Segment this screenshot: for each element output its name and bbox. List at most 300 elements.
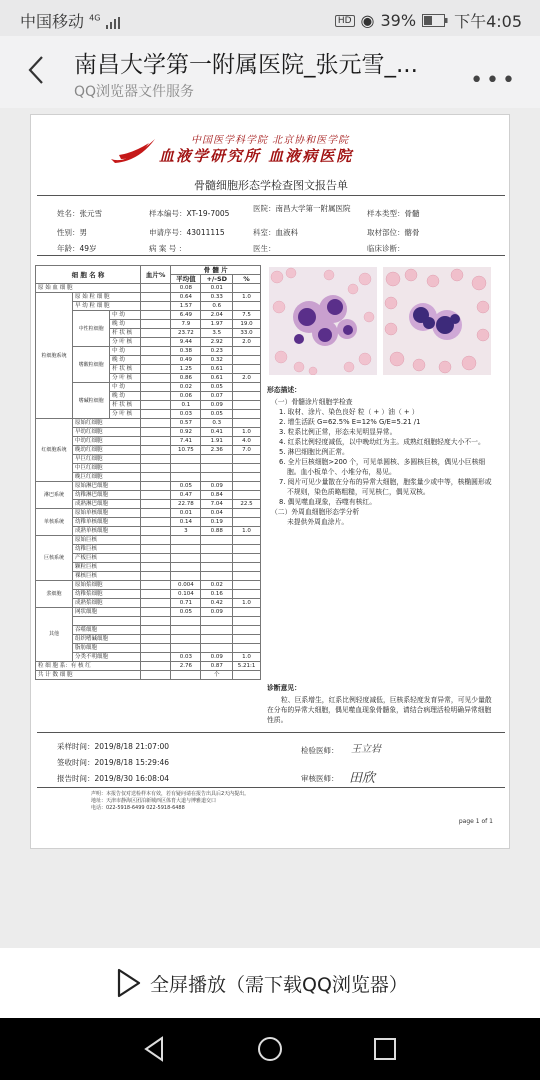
table-cell: 1.0 bbox=[233, 293, 261, 302]
table-cell: 0.33 bbox=[201, 293, 233, 302]
footer-statement: 声明：本报告仅对送检样本有效，若有疑问请在报告出具后2天内提出。 bbox=[91, 791, 250, 797]
table-cell: 成熟淋巴细胞 bbox=[73, 500, 141, 509]
table-cell bbox=[140, 410, 170, 419]
table-cell: 0.49 bbox=[171, 356, 201, 365]
table-cell: 单核系统 bbox=[36, 509, 73, 536]
desc-line: 4. 红系比例轻度减低，以中晚幼红为主。成熟红细胞轻度大小不一。 bbox=[279, 438, 485, 446]
table-cell: 成熟浆细胞 bbox=[73, 599, 141, 608]
table-cell: 0.19 bbox=[201, 518, 233, 527]
table-cell: 晚 幼 bbox=[110, 356, 141, 365]
hospital-field: 医院：南昌大学第一附属医院 bbox=[253, 204, 351, 213]
patient-age: 年龄：49岁 bbox=[57, 244, 97, 253]
table-cell: 7.0 bbox=[233, 446, 261, 455]
table-cell: 杆 状 核 bbox=[110, 365, 141, 374]
table-cell bbox=[233, 545, 261, 554]
table-row bbox=[36, 581, 261, 590]
table-cell bbox=[140, 563, 170, 572]
table-cell: 7.41 bbox=[171, 437, 201, 446]
table-cell: 0.86 bbox=[171, 374, 201, 383]
table-cell: 33.0 bbox=[233, 329, 261, 338]
table-cell bbox=[201, 572, 233, 581]
table-cell: 0.64 bbox=[171, 293, 201, 302]
table-cell: 0.87 bbox=[201, 661, 233, 670]
table-cell bbox=[140, 527, 170, 536]
table-cell: 7.5 bbox=[233, 311, 261, 320]
patient-name: 姓名：张元雪 bbox=[57, 209, 102, 218]
table-cell: 1.25 bbox=[171, 365, 201, 374]
table-cell: 共 计 数 细 胞 bbox=[36, 670, 141, 679]
signal-icon bbox=[106, 17, 120, 29]
clock: 下午4:05 bbox=[454, 12, 522, 31]
table-cell bbox=[233, 509, 261, 518]
table-cell: 1.0 bbox=[233, 652, 261, 661]
fullscreen-play-label: 全屏播放（需下载QQ浏览器） bbox=[150, 973, 408, 996]
nav-recents-icon[interactable] bbox=[373, 1036, 397, 1062]
table-cell bbox=[233, 419, 261, 428]
table-cell: 2.76 bbox=[171, 661, 201, 670]
divider bbox=[37, 787, 505, 788]
play-icon bbox=[116, 968, 142, 998]
desc-line: （一）骨髓涂片细胞学检查 bbox=[271, 398, 353, 406]
hospital-name-line2: 血液学研究所 血液病医院 bbox=[159, 147, 354, 165]
table-cell: 4.0 bbox=[233, 437, 261, 446]
table-cell bbox=[201, 617, 233, 626]
battery-icon bbox=[422, 14, 448, 27]
table-cell: 0.01 bbox=[201, 284, 233, 293]
table-cell bbox=[140, 518, 170, 527]
table-cell: 0.1 bbox=[171, 401, 201, 410]
table-cell bbox=[171, 572, 201, 581]
table-cell: 1.0 bbox=[233, 599, 261, 608]
footer-phone: 电话：022-5918-6499 022-5918-6488 bbox=[91, 805, 185, 811]
table-cell bbox=[201, 625, 233, 634]
footer-notes bbox=[91, 791, 249, 812]
desc-title: 形态描述： bbox=[267, 386, 301, 394]
desc-line: 1. 取材、涂片、染色良好 粒（ + ）油（ + ） bbox=[279, 408, 419, 416]
table-cell bbox=[140, 356, 170, 365]
table-cell bbox=[140, 311, 170, 320]
table-cell: 原始单核细胞 bbox=[73, 509, 141, 518]
table-cell bbox=[140, 293, 170, 302]
table-cell: 嗜酸粒细胞 bbox=[73, 347, 110, 383]
table-cell: 中 幼 bbox=[110, 347, 141, 356]
table-row bbox=[36, 670, 261, 679]
micrograph-1 bbox=[269, 267, 377, 375]
sample-type: 样本类型：骨髓 bbox=[367, 209, 420, 218]
receive-time: 签收时间：2019/8/18 15:29:46 bbox=[57, 758, 170, 767]
table-cell: 吞噬细胞 bbox=[73, 625, 141, 634]
patient-sex: 性别：男 bbox=[57, 228, 87, 237]
nav-back-icon[interactable] bbox=[142, 1036, 166, 1062]
table-cell: 早巨红细胞 bbox=[73, 455, 141, 464]
table-row bbox=[36, 284, 261, 293]
table-cell bbox=[171, 643, 201, 652]
table-cell: 0.09 bbox=[201, 482, 233, 491]
page-subtitle: QQ浏览器文件服务 bbox=[74, 84, 195, 100]
table-cell: 成熟单核细胞 bbox=[73, 527, 141, 536]
desc-line: 未提供外周血涂片。 bbox=[287, 518, 349, 526]
table-cell: 分 叶 核 bbox=[110, 338, 141, 347]
collect-time: 采样时间：2019/8/18 21:07:00 bbox=[57, 742, 170, 751]
report-page bbox=[30, 114, 510, 849]
table-cell bbox=[201, 643, 233, 652]
table-cell bbox=[171, 625, 201, 634]
table-cell: 分 叶 核 bbox=[110, 374, 141, 383]
table-cell: 原始浆细胞 bbox=[73, 581, 141, 590]
table-cell: 0.03 bbox=[171, 410, 201, 419]
table-cell bbox=[171, 536, 201, 545]
table-cell bbox=[140, 473, 170, 482]
table-cell: 原 始 粒 细 胞 bbox=[73, 293, 141, 302]
table-cell bbox=[233, 392, 261, 401]
table-cell: 3.5 bbox=[201, 329, 233, 338]
footer-address: 地址：天津市静海区团泊新城西区体育大道与博雅道交口 bbox=[91, 798, 217, 804]
table-cell: 22.5 bbox=[233, 500, 261, 509]
carrier-label: 中国移动 bbox=[20, 12, 85, 31]
table-cell bbox=[201, 464, 233, 473]
table-cell bbox=[201, 473, 233, 482]
table-cell bbox=[140, 365, 170, 374]
table-cell bbox=[233, 581, 261, 590]
table-cell bbox=[233, 365, 261, 374]
hospital-name-line1: 中国医学科学院 北京协和医学院 bbox=[191, 135, 350, 146]
table-cell bbox=[140, 338, 170, 347]
cell-count-table bbox=[35, 265, 261, 680]
page-title: 南昌大学第一附属医院_张元雪_... bbox=[74, 52, 418, 78]
table-cell bbox=[140, 536, 170, 545]
table-cell: 幼稚浆细胞 bbox=[73, 590, 141, 599]
table-cell: 巨核系统 bbox=[36, 536, 73, 581]
table-cell: 晚 幼 bbox=[110, 320, 141, 329]
table-cell bbox=[233, 356, 261, 365]
table-cell bbox=[140, 320, 170, 329]
table-cell: 中 幼 bbox=[110, 383, 141, 392]
table-cell bbox=[140, 643, 170, 652]
desc-line: （二）外周血细胞形态学分析 bbox=[271, 508, 360, 516]
system-nav-bar bbox=[0, 1018, 540, 1080]
table-cell bbox=[140, 500, 170, 509]
table-cell bbox=[140, 581, 170, 590]
table-cell: 幼稚淋巴细胞 bbox=[73, 491, 141, 500]
table-row bbox=[36, 509, 261, 518]
table-cell bbox=[233, 563, 261, 572]
table-cell: 0.05 bbox=[171, 482, 201, 491]
table-cell: 晚 幼 bbox=[110, 392, 141, 401]
table-cell bbox=[140, 401, 170, 410]
table-cell bbox=[73, 617, 141, 626]
table-cell bbox=[140, 464, 170, 473]
table-cell: 0.71 bbox=[171, 599, 201, 608]
table-cell: 0.42 bbox=[201, 599, 233, 608]
table-cell: 0.3 bbox=[201, 419, 233, 428]
table-cell bbox=[140, 625, 170, 634]
table-cell: 裸核巨核 bbox=[73, 572, 141, 581]
table-cell: 早幼红细胞 bbox=[73, 428, 141, 437]
table-cell bbox=[140, 392, 170, 401]
table-cell: 1.91 bbox=[201, 437, 233, 446]
table-cell: 0.104 bbox=[171, 590, 201, 599]
table-cell: 2.04 bbox=[201, 311, 233, 320]
desc-line: 7. 阅片可见少量散在分布的异常大细胞，胞浆量少或中等，核椭圆形或不规则，染色质略粗糙，可见核仁，偶见双核。 bbox=[279, 478, 492, 496]
table-cell bbox=[140, 554, 170, 563]
table-cell: 其他 bbox=[36, 608, 73, 662]
divider bbox=[37, 732, 505, 733]
table-cell bbox=[171, 617, 201, 626]
table-cell bbox=[233, 473, 261, 482]
status-left bbox=[20, 9, 120, 32]
table-cell: 0.07 bbox=[201, 392, 233, 401]
table-cell: 粒 细 胞 系：有 核 红 bbox=[36, 661, 141, 670]
table-cell: 3 bbox=[171, 527, 201, 536]
table-cell: 9.44 bbox=[171, 338, 201, 347]
sample-site: 取材部位：髂骨 bbox=[367, 228, 420, 237]
table-cell: 中幼红细胞 bbox=[73, 437, 141, 446]
table-cell bbox=[140, 437, 170, 446]
divider bbox=[37, 255, 505, 256]
table-cell bbox=[140, 482, 170, 491]
table-cell bbox=[171, 464, 201, 473]
table-row bbox=[36, 293, 261, 302]
col-sd: +/-SD bbox=[201, 275, 233, 284]
table-cell: 0.01 bbox=[171, 509, 201, 518]
table-cell: 0.08 bbox=[171, 284, 201, 293]
table-cell bbox=[233, 536, 261, 545]
table-cell: 10.75 bbox=[171, 446, 201, 455]
table-cell: 0.84 bbox=[201, 491, 233, 500]
table-cell bbox=[171, 670, 201, 679]
desc-line: 8. 偶见噬血现象，吞噬有核红。 bbox=[279, 498, 377, 506]
table-cell bbox=[233, 625, 261, 634]
table-cell bbox=[140, 652, 170, 661]
morphology-description bbox=[267, 385, 495, 527]
table-cell bbox=[233, 302, 261, 311]
table-cell: 中 幼 bbox=[110, 311, 141, 320]
table-cell: 嗜碱粒细胞 bbox=[73, 383, 110, 419]
table-cell: 2.92 bbox=[201, 338, 233, 347]
table-cell: 0.09 bbox=[201, 652, 233, 661]
table-cell: 0.02 bbox=[171, 383, 201, 392]
table-cell bbox=[140, 455, 170, 464]
table-cell bbox=[201, 634, 233, 643]
table-cell bbox=[233, 617, 261, 626]
desc-line: 5. 淋巴细胞比例正常。 bbox=[279, 448, 349, 456]
table-cell: 幼稚巨核 bbox=[73, 545, 141, 554]
table-cell: 0.05 bbox=[201, 383, 233, 392]
table-cell: 7.9 bbox=[171, 320, 201, 329]
table-cell: 颗粒巨核 bbox=[73, 563, 141, 572]
table-cell bbox=[140, 329, 170, 338]
table-cell: 0.09 bbox=[201, 608, 233, 617]
table-cell: 粒细胞系统 bbox=[36, 293, 73, 419]
table-cell bbox=[201, 536, 233, 545]
table-cell bbox=[171, 455, 201, 464]
table-cell: 个 bbox=[201, 670, 233, 679]
table-cell: 原始巨核 bbox=[73, 536, 141, 545]
table-cell: 浆细胞 bbox=[36, 581, 73, 608]
table-cell bbox=[140, 617, 170, 626]
document-viewer[interactable] bbox=[0, 108, 540, 948]
table-cell bbox=[233, 590, 261, 599]
divider bbox=[37, 195, 505, 196]
network-label: 4G bbox=[89, 13, 101, 23]
col-cell-name: 细 胞 名 称 bbox=[36, 266, 141, 284]
table-cell: 杆 状 核 bbox=[110, 401, 141, 410]
table-cell: 中巨红细胞 bbox=[73, 464, 141, 473]
table-cell: 5.21:1 bbox=[233, 661, 261, 670]
table-cell: 0.16 bbox=[201, 590, 233, 599]
table-cell: 0.004 bbox=[171, 581, 201, 590]
doctor: 医生： bbox=[253, 244, 276, 253]
table-cell bbox=[140, 446, 170, 455]
table-row bbox=[36, 608, 261, 617]
fullscreen-play-button[interactable] bbox=[116, 968, 408, 998]
table-cell: 0.02 bbox=[201, 581, 233, 590]
table-row bbox=[36, 419, 261, 428]
col-blood: 血片% bbox=[140, 266, 170, 284]
nav-home-icon[interactable] bbox=[257, 1036, 283, 1062]
table-cell: 7.04 bbox=[201, 500, 233, 509]
table-cell: 淋巴系统 bbox=[36, 482, 73, 509]
table-cell: 0.32 bbox=[201, 356, 233, 365]
department: 科室：血液科 bbox=[253, 228, 298, 237]
report-title: 骨髓细胞形态学检查图文报告单 bbox=[194, 179, 348, 192]
table-cell: 0.61 bbox=[201, 374, 233, 383]
table-cell: 分 叶 核 bbox=[110, 410, 141, 419]
table-cell: 23.72 bbox=[171, 329, 201, 338]
table-cell bbox=[140, 608, 170, 617]
table-cell: 原始红细胞 bbox=[73, 419, 141, 428]
table-cell bbox=[140, 302, 170, 311]
table-cell bbox=[233, 670, 261, 679]
table-cell: 0.09 bbox=[201, 401, 233, 410]
table-cell bbox=[140, 509, 170, 518]
eye-icon: ◉ bbox=[360, 11, 375, 30]
table-cell bbox=[233, 482, 261, 491]
table-cell: 0.05 bbox=[171, 608, 201, 617]
table-cell bbox=[171, 634, 201, 643]
table-cell bbox=[140, 670, 170, 679]
desc-line: 2. 增生活跃 G=62.5% E=12% G/E=5.21 /1 bbox=[279, 418, 421, 426]
request-number: 申请序号：43011115 bbox=[149, 228, 225, 237]
hospital-logo-icon bbox=[109, 135, 159, 167]
table-cell bbox=[233, 464, 261, 473]
table-cell: 原 始 血 细 胞 bbox=[36, 284, 141, 293]
table-cell: 22.78 bbox=[171, 500, 201, 509]
fullscreen-bar bbox=[0, 948, 540, 1018]
desc-line: 6. 全片巨核细胞>200 个，可见单圆核、多圆核巨核，偶见小巨核细胞。血小板单个、小堆分布，易见。 bbox=[279, 458, 486, 476]
table-row bbox=[36, 536, 261, 545]
table-cell: 红细胞系统 bbox=[36, 419, 73, 482]
diag-title: 诊断意见： bbox=[267, 684, 301, 692]
table-row bbox=[36, 661, 261, 670]
desc-lines bbox=[267, 397, 495, 527]
table-cell: 产板巨核 bbox=[73, 554, 141, 563]
table-cell: 0.05 bbox=[201, 410, 233, 419]
table-cell: 6.49 bbox=[171, 311, 201, 320]
table-cell: 2.0 bbox=[233, 374, 261, 383]
table-cell bbox=[233, 634, 261, 643]
back-arrow-icon[interactable] bbox=[24, 54, 48, 86]
table-row bbox=[36, 482, 261, 491]
diag-text: 粒、巨系增生，红系比例轻度减低，巨核系轻度发育异常，可见少量散在分布的异常大细胞，偶见噬血现象骨髓象，请结合病理活检明确异常细胞性质。 bbox=[267, 696, 492, 724]
table-cell bbox=[140, 590, 170, 599]
page-number: page 1 of 1 bbox=[458, 818, 493, 825]
table-cell: 1.0 bbox=[233, 428, 261, 437]
col-avg: 平均值 bbox=[171, 275, 201, 284]
clinical-diagnosis: 临床诊断： bbox=[367, 244, 405, 253]
table-cell: 早 幼 粒 细 胞 bbox=[73, 302, 141, 311]
desc-line: 3. 粒系比例正常，形态未见明显异常。 bbox=[279, 428, 397, 436]
table-cell: 中性粒细胞 bbox=[73, 311, 110, 347]
table-cell bbox=[233, 455, 261, 464]
table-cell: 脂肪细胞 bbox=[73, 643, 141, 652]
table-cell bbox=[140, 634, 170, 643]
table-cell: 2.36 bbox=[201, 446, 233, 455]
status-bar bbox=[0, 0, 540, 36]
table-cell: 幼稚单核细胞 bbox=[73, 518, 141, 527]
table-cell: 分类不明细胞 bbox=[73, 652, 141, 661]
table-cell bbox=[201, 455, 233, 464]
table-cell: 网状细胞 bbox=[73, 608, 141, 617]
table-cell bbox=[233, 410, 261, 419]
table-cell bbox=[140, 661, 170, 670]
table-cell: 组织嗜碱细胞 bbox=[73, 634, 141, 643]
table-cell bbox=[140, 572, 170, 581]
table-cell: 0.57 bbox=[171, 419, 201, 428]
table-cell bbox=[140, 545, 170, 554]
table-cell bbox=[140, 374, 170, 383]
table-cell bbox=[233, 383, 261, 392]
table-cell bbox=[233, 643, 261, 652]
status-right bbox=[335, 9, 522, 32]
reviewer-signature: 田欣 bbox=[349, 771, 376, 786]
table-cell bbox=[233, 347, 261, 356]
table-cell bbox=[171, 563, 201, 572]
table-cell bbox=[233, 491, 261, 500]
table-cell bbox=[140, 347, 170, 356]
table-cell bbox=[171, 545, 201, 554]
battery-percent: 39% bbox=[380, 11, 417, 30]
table-cell: 0.23 bbox=[201, 347, 233, 356]
sample-number: 样本编号：XT-19-7005 bbox=[149, 209, 230, 218]
table-cell: 杆 状 核 bbox=[110, 329, 141, 338]
table-cell: 晚幼红细胞 bbox=[73, 446, 141, 455]
table-cell: 0.41 bbox=[201, 428, 233, 437]
table-cell bbox=[140, 284, 170, 293]
table-cell bbox=[140, 599, 170, 608]
diagnosis-section bbox=[267, 683, 497, 725]
table-header bbox=[36, 266, 261, 275]
table-cell bbox=[171, 554, 201, 563]
table-cell: 0.88 bbox=[201, 527, 233, 536]
table-cell: 原始淋巴细胞 bbox=[73, 482, 141, 491]
table-cell bbox=[201, 545, 233, 554]
table-cell bbox=[201, 563, 233, 572]
table-cell bbox=[233, 284, 261, 293]
table-cell bbox=[233, 572, 261, 581]
more-menu-icon[interactable]: ••• bbox=[470, 68, 518, 93]
micrograph-2 bbox=[383, 267, 491, 375]
table-cell: 0.61 bbox=[201, 365, 233, 374]
table-cell bbox=[233, 518, 261, 527]
report-time: 报告时间：2019/8/30 16:08:04 bbox=[57, 774, 170, 783]
table-cell: 1.0 bbox=[233, 527, 261, 536]
checker-signature: 王立岩 bbox=[351, 744, 381, 755]
col-pct: % bbox=[233, 275, 261, 284]
table-cell: 0.14 bbox=[171, 518, 201, 527]
table-cell: 0.04 bbox=[201, 509, 233, 518]
table-cell bbox=[171, 473, 201, 482]
